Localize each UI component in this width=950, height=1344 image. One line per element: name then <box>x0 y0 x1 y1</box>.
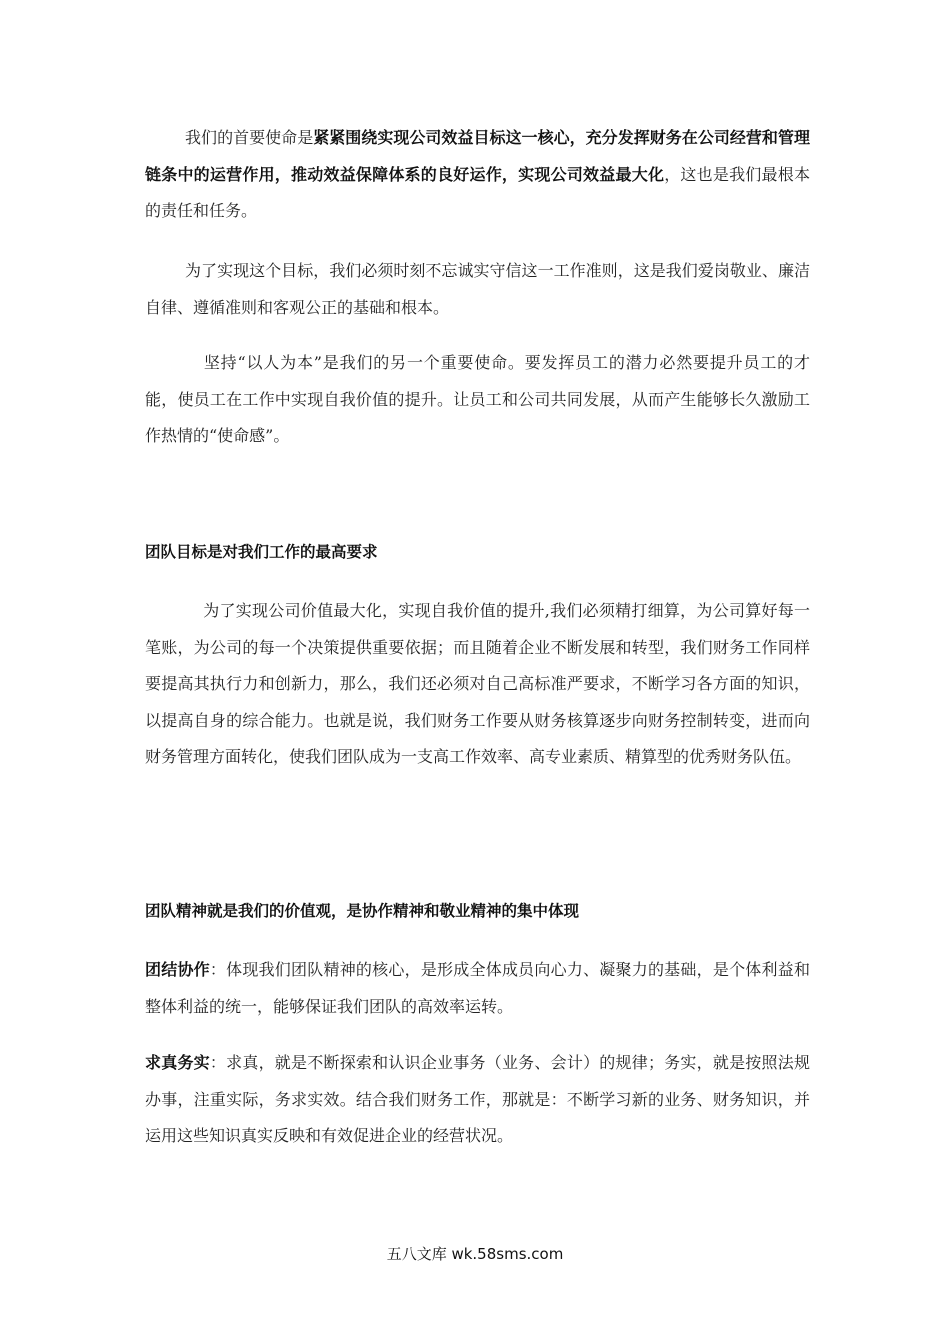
cooperation-term: 团结协作 <box>145 960 210 979</box>
people-first-text: 坚持“以人为本”是我们的另一个重要使命。要发挥员工的潜力必然要提升员工的才能，使员工在工作中实现自我价值的提升。让员工和公司共同发展，从而产生能够长久激励工作热情的“使命感”。 <box>145 353 810 445</box>
paragraph-mission <box>145 120 810 230</box>
pragmatism-text: ：求真，就是不断探索和认识企业事务（业务、会计）的规律；务实，就是按照法规办事，注重实际，务求实效。结合我们财务工作，那就是：不断学习新的业务、财务知识，并运用这些知识真实反映和有效促进企业的经营状况。 <box>145 1053 810 1145</box>
mission-lead: 我们的首要使命是 <box>185 128 314 147</box>
mission-tail: ，这也是我们最根本的责任和任务。 <box>145 164 810 220</box>
pragmatism-term: 求真务实 <box>145 1053 210 1072</box>
paragraph-team-goal <box>145 593 810 776</box>
paragraph-pragmatism <box>145 1045 810 1155</box>
heading-team-spirit: 团队精神就是我们的价值观，是协作精神和敬业精神的集中体现 <box>145 902 580 920</box>
heading-team-goal: 团队目标是对我们工作的最高要求 <box>145 543 378 561</box>
cooperation-text: ：体现我们团队精神的核心，是形成全体成员向心力、凝聚力的基础，是个体利益和整体利益的统一，能够保证我们团队的高效率运转。 <box>145 960 810 1016</box>
paragraph-people-first <box>145 345 810 455</box>
integrity-text: 为了实现这个目标，我们必须时刻不忘诚实守信这一工作准则，这是我们爱岗敬业、廉洁自律、遵循准则和客观公正的基础和根本。 <box>145 261 810 317</box>
team-goal-text: 为了实现公司价值最大化，实现自我价值的提升,我们必须精打细算，为公司算好每一笔账，为公司的每一个决策提供重要依据；而且随着企业不断发展和转型，我们财务工作同样要提高其执行力和创新力，那么，我们还必须对自己高标准严要求，不断学习各方面的知识，以提高自身的综合能力。也就是说，我们财务工作要从财务核算逐步向财务控制转变，进而向财务管理方面转化，使我们团队成为一支高工作效率、高专业素质、精算型的优秀财务队伍。 <box>145 601 810 766</box>
paragraph-cooperation <box>145 952 810 1025</box>
paragraph-integrity <box>145 253 810 326</box>
mission-emphasis: 紧紧围绕实现公司效益目标这一核心，充分发挥财务在公司经营和管理链条中的运营作用，推动效益保障体系的良好运作，实现公司效益最大化 <box>145 128 810 184</box>
footer-watermark: 五八文库 wk.58sms.com <box>386 1245 564 1263</box>
